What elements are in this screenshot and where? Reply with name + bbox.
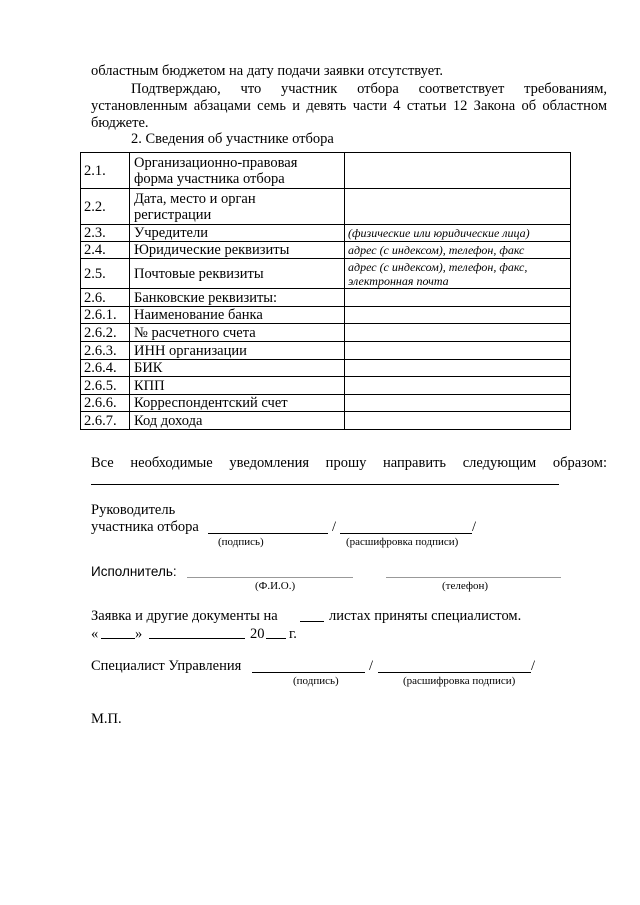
notify-text: Все необходимые уведомления прошу направить следующим образом:	[91, 455, 607, 471]
row-value-hint: адрес (с индексом), телефон, факс	[348, 243, 525, 257]
confirm-line-3: бюджете.	[91, 115, 149, 131]
row-label-line: ИНН организации	[134, 342, 247, 359]
row-number: 2.6.2.	[81, 324, 130, 342]
confirm-line-2: установленным абзацами семь и девять части 4 статьи 12 Закона об областном	[91, 98, 607, 114]
stamp-place: М.П.	[91, 711, 122, 727]
head-label-2: участника отбора	[91, 519, 199, 535]
row-number: 2.6.3.	[81, 342, 130, 360]
row-label	[130, 307, 345, 324]
head-sign-line[interactable]	[208, 533, 328, 534]
row-label	[130, 360, 345, 377]
row-label-line: Дата, место и орган	[134, 190, 256, 207]
date-open-quote: «	[91, 626, 99, 642]
row-value-cell[interactable]	[345, 153, 571, 189]
row-label	[130, 242, 345, 259]
row-number: 2.2.	[81, 189, 130, 225]
row-value-cell[interactable]	[345, 307, 571, 324]
table-row	[81, 225, 571, 242]
participant-info-table	[80, 152, 571, 430]
row-value-hint: (физические или юридические лица)	[348, 226, 530, 240]
executor-label: Исполнитель:	[91, 564, 177, 579]
row-label	[130, 342, 345, 360]
specialist-sign-hint: (подпись)	[293, 675, 339, 687]
row-label-line: Банковские реквизиты:	[134, 289, 278, 306]
fio-hint: (Ф.И.О.)	[255, 580, 296, 592]
slash: /	[369, 658, 374, 674]
row-number: 2.6.1.	[81, 307, 130, 324]
row-label-line: Код дохода	[134, 412, 203, 429]
row-value-cell[interactable]	[345, 377, 571, 395]
row-label	[130, 412, 345, 430]
row-label-line: регистрации	[134, 206, 212, 223]
table-row	[81, 259, 571, 289]
phone-hint: (телефон)	[442, 580, 489, 592]
specialist-label: Специалист Управления	[91, 658, 242, 674]
specialist-decode-line[interactable]	[378, 672, 531, 673]
row-number: 2.5.	[81, 259, 130, 289]
notify-line[interactable]	[91, 484, 559, 485]
sheets-count-line[interactable]	[300, 621, 324, 622]
row-number: 2.1.	[81, 153, 130, 189]
acceptance-text-b: листах приняты специалистом.	[329, 608, 522, 624]
sign-hint: (подпись)	[218, 536, 264, 548]
year-prefix: 20	[250, 626, 265, 642]
table-row	[81, 153, 571, 189]
row-label-line: Учредители	[134, 225, 208, 241]
row-label	[130, 324, 345, 342]
day-line[interactable]	[101, 638, 135, 639]
row-label-line: Юридические реквизиты	[134, 242, 290, 258]
table-row	[81, 412, 571, 430]
table-row	[81, 307, 571, 324]
confirm-line-1: Подтверждаю, что участник отбора соответствует требованиям,	[131, 81, 607, 97]
slash: /	[332, 519, 337, 535]
month-line[interactable]	[149, 638, 245, 639]
row-number: 2.6.	[81, 289, 130, 307]
row-label-line: Почтовые реквизиты	[134, 265, 264, 282]
table-row	[81, 395, 571, 412]
row-value-cell[interactable]	[345, 342, 571, 360]
row-value-cell[interactable]	[345, 189, 571, 225]
row-value-cell[interactable]	[345, 289, 571, 307]
row-label	[130, 259, 345, 289]
year-suffix: г.	[289, 626, 297, 642]
row-label-line: Организационно-правовая	[134, 154, 298, 171]
row-label-line: форма участника отбора	[134, 170, 285, 187]
acceptance-text-a: Заявка и другие документы на	[91, 608, 278, 624]
row-number: 2.6.5.	[81, 377, 130, 395]
row-value-cell[interactable]	[345, 360, 571, 377]
specialist-sign-line[interactable]	[252, 672, 365, 673]
row-value-cell[interactable]	[345, 242, 571, 259]
row-value-cell[interactable]	[345, 259, 571, 289]
row-value-hint: электронная почта	[348, 273, 449, 288]
head-label-1: Руководитель	[91, 502, 176, 518]
row-label	[130, 377, 345, 395]
row-label-line: № расчетного счета	[134, 324, 256, 341]
row-number: 2.6.6.	[81, 395, 130, 412]
executor-name-line[interactable]	[187, 577, 353, 578]
table-row	[81, 377, 571, 395]
row-label	[130, 395, 345, 412]
table-row	[81, 189, 571, 225]
date-close-quote: »	[135, 626, 143, 642]
row-label	[130, 225, 345, 242]
row-value-cell[interactable]	[345, 395, 571, 412]
slash: /	[531, 658, 536, 674]
row-number: 2.4.	[81, 242, 130, 259]
row-label-line: КПП	[134, 377, 165, 394]
row-value-hint: адрес (с индексом), телефон, факс,	[348, 259, 528, 274]
year-line[interactable]	[266, 638, 286, 639]
row-number: 2.3.	[81, 225, 130, 242]
row-value-cell[interactable]	[345, 324, 571, 342]
table-row	[81, 342, 571, 360]
decode-hint: (расшифровка подписи)	[346, 536, 459, 548]
table-row	[81, 289, 571, 307]
specialist-decode-hint: (расшифровка подписи)	[403, 675, 516, 687]
row-label-line: БИК	[134, 360, 163, 376]
row-label	[130, 189, 345, 225]
row-label-line: Наименование банка	[134, 307, 263, 323]
row-number: 2.6.4.	[81, 360, 130, 377]
row-number: 2.6.7.	[81, 412, 130, 430]
table-row	[81, 360, 571, 377]
head-decode-line[interactable]	[340, 533, 472, 534]
executor-phone-line[interactable]	[386, 577, 561, 578]
row-label-line: Корреспондентский счет	[134, 395, 288, 411]
slash: /	[472, 519, 477, 535]
table-row	[81, 324, 571, 342]
intro-line: областным бюджетом на дату подачи заявки отсутствует.	[91, 63, 444, 79]
row-value-cell[interactable]	[345, 225, 571, 242]
section-title: 2. Сведения об участнике отбора	[131, 131, 334, 147]
row-label	[130, 289, 345, 307]
table-row	[81, 242, 571, 259]
row-value-cell[interactable]	[345, 412, 571, 430]
row-label	[130, 153, 345, 189]
